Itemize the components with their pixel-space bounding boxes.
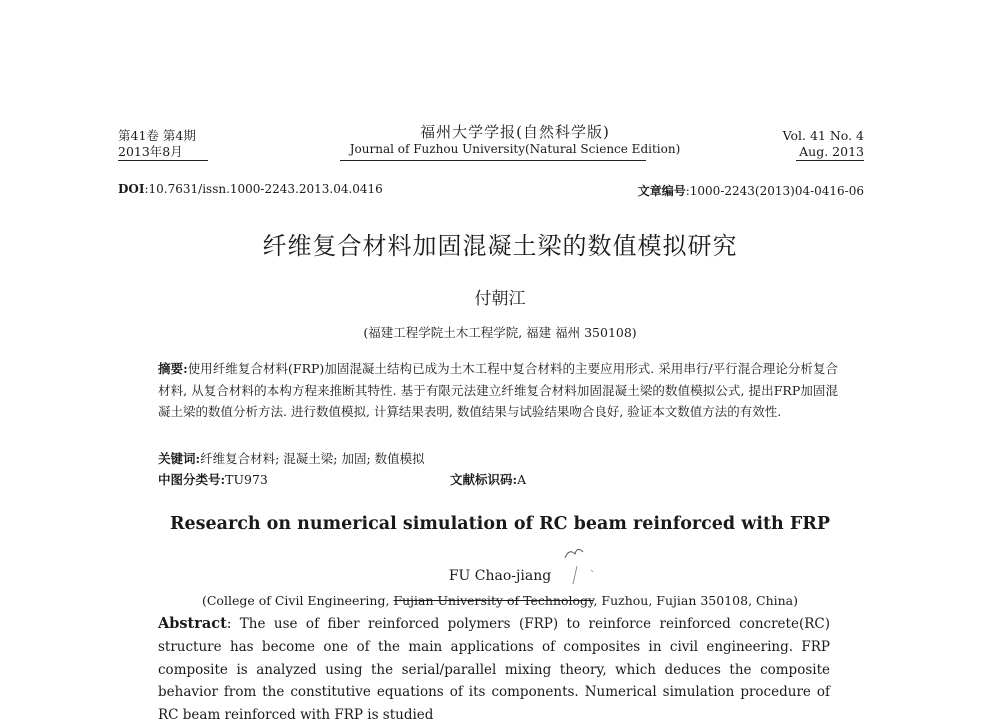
classification-text: TU973 (225, 472, 268, 487)
affiliation-en (0, 593, 1000, 608)
header-rule-center (340, 160, 646, 161)
document-code-label: 文献标识码: (450, 472, 518, 487)
journal-name-en: Journal of Fuzhou University(Natural Science Edition) (349, 142, 681, 156)
keywords-label: 关键词: (158, 451, 201, 466)
header-rule-right (796, 160, 864, 161)
doi-value: :10.7631/issn.1000-2243.2013.04.0416 (144, 182, 383, 196)
journal-name-cn: 福州大学学报(自然科学版) (420, 123, 610, 141)
volume-en: Vol. 41 No. 4 (782, 128, 864, 143)
author-cn: 付朝江 (474, 289, 526, 309)
classification-label: 中图分类号: (158, 472, 226, 487)
abstract-en (158, 613, 830, 727)
keywords-cn (158, 449, 425, 467)
classification-number (158, 470, 268, 488)
doi-line (118, 182, 383, 196)
abstract-cn (158, 358, 838, 423)
handwritten-mark (555, 540, 605, 592)
affiliation-en-prefix: (College of Civil Engineering, (201, 593, 394, 608)
document-code-text: A (517, 472, 527, 487)
document-code (450, 470, 526, 488)
doi-label: DOI (118, 182, 145, 196)
header-center (300, 122, 730, 157)
author-en: FU Chao-jiang (448, 568, 552, 584)
paper-title-en: Research on numerical simulation of RC beam reinforced with FRP (169, 514, 830, 534)
article-number-label: 文章编号 (637, 184, 686, 198)
date-en: Aug. 2013 (799, 144, 864, 159)
paper-title-cn: 纤维复合材料加固混凝土梁的数值模拟研究 (262, 232, 738, 260)
affiliation-en-suffix: , Fuzhou, Fujian 350108, China) (593, 593, 799, 608)
abstract-cn-text: 使用纤维复合材料(FRP)加固混凝土结构已成为土木工程中复合材料的主要应用形式. 采用串行/平行混合理论分析复合材料, 从复合材料的本构方程来推断其特性. 基于有限元法建立纤维复合材料加固混凝土梁的数值模拟公式, 提出FRP加固混凝土梁的数值分析方法. 进行数值模拟, 计算结果表明, 数值结果与试验结果吻合良好, 验证本文数值方法的有效性. (158, 361, 838, 419)
date-cn: 2013年8月 (118, 144, 183, 159)
article-number-value: :1000-2243(2013)04-0416-06 (685, 184, 864, 198)
header-rule-left (118, 160, 208, 161)
abstract-en-text: : The use of fiber reinforced polymers (FRP) to reinforce reinforced concrete(RC) structure has become one of the main applications of composites in civil engineering. FRP composite is analyzed using the serial/parallel mixing theory, which deduces the composite behavior from the constitutive equations of its components. Numerical simulation procedure of RC beam reinforced with FRP is studied (158, 616, 830, 724)
handwritten-squiggle (565, 549, 583, 558)
keywords-text: 纤维复合材料; 混凝土梁; 加固; 数值模拟 (200, 451, 425, 466)
abstract-en-label: Abstract (158, 615, 227, 632)
article-number-line (638, 182, 864, 199)
header-left (118, 128, 298, 160)
affiliation-cn: (福建工程学院土木工程学院, 福建 福州 350108) (363, 325, 637, 340)
volume-issue-cn: 第41卷 第4期 (118, 128, 196, 143)
abstract-cn-label: 摘要: (158, 361, 188, 376)
affiliation-en-struck: Fujian University of Technology (393, 593, 594, 608)
header-right (700, 128, 864, 160)
